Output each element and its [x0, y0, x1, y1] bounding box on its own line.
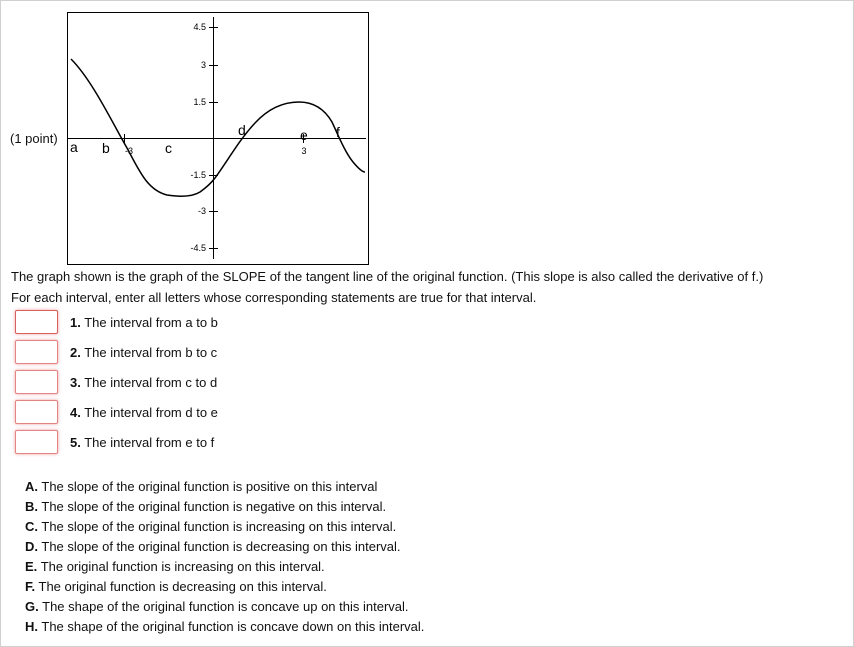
derivative-graph — [67, 12, 369, 265]
y-tick-label: 3 — [200, 60, 206, 70]
answer-label-5: 5. The interval from e to f — [70, 434, 215, 450]
answer-row — [15, 367, 218, 397]
answer-label-4: 4. The interval from d to e — [70, 404, 218, 420]
statement-item: F. The original function is decreasing on this interval. — [25, 579, 327, 594]
y-tick-label: -4.5 — [190, 243, 206, 253]
statement-item: H. The shape of the original function is concave down on this interval. — [25, 619, 425, 634]
instructions-line-1: The graph shown is the graph of the SLOPE of the tangent line of the original function. (This slope is also called the derivative of f.) — [11, 269, 764, 284]
statement-item: E. The original function is increasing on this interval. — [25, 559, 325, 574]
answer-row — [15, 337, 218, 367]
answer-label-3: 3. The interval from c to d — [70, 374, 218, 390]
answer-row — [15, 427, 218, 457]
statement-item: B. The slope of the original function is negative on this interval. — [25, 499, 387, 514]
instructions-line-2: For each interval, enter all letters whose corresponding statements are true for that interval. — [11, 290, 537, 305]
y-tick-label: -1.5 — [190, 170, 206, 180]
answer-input-3[interactable] — [15, 370, 58, 394]
answer-list — [15, 307, 218, 457]
answer-row — [15, 397, 218, 427]
answer-input-2[interactable] — [15, 340, 58, 364]
answer-label-2: 2. The interval from b to c — [70, 344, 218, 360]
statement-item: D. The slope of the original function is decreasing on this interval. — [25, 539, 401, 554]
answer-input-5[interactable] — [15, 430, 58, 454]
y-tick-label: 4.5 — [193, 22, 206, 32]
y-tick-label: -3 — [197, 206, 206, 216]
answer-input-4[interactable] — [15, 400, 58, 424]
answer-row — [15, 307, 218, 337]
point-label-d: d — [238, 122, 246, 138]
point-value-label: (1 point) — [10, 131, 58, 146]
x-tick-label: 3 — [301, 146, 307, 156]
statement-list — [25, 479, 424, 639]
point-label-c: c — [165, 140, 172, 156]
statement-item: C. The slope of the original function is increasing on this interval. — [25, 519, 397, 534]
point-label-a: a — [70, 139, 78, 155]
x-tick-label: -3 — [124, 146, 134, 156]
point-label-b: b — [102, 140, 110, 156]
y-tick-label: 1.5 — [193, 97, 206, 107]
statement-item: A. The slope of the original function is positive on this interval — [25, 479, 378, 494]
answer-label-1: 1. The interval from a to b — [70, 314, 218, 330]
answer-input-1[interactable] — [15, 310, 58, 334]
point-label-f: f — [336, 124, 340, 140]
statement-item: G. The shape of the original function is concave up on this interval. — [25, 599, 409, 614]
point-label-e: e — [300, 127, 308, 143]
